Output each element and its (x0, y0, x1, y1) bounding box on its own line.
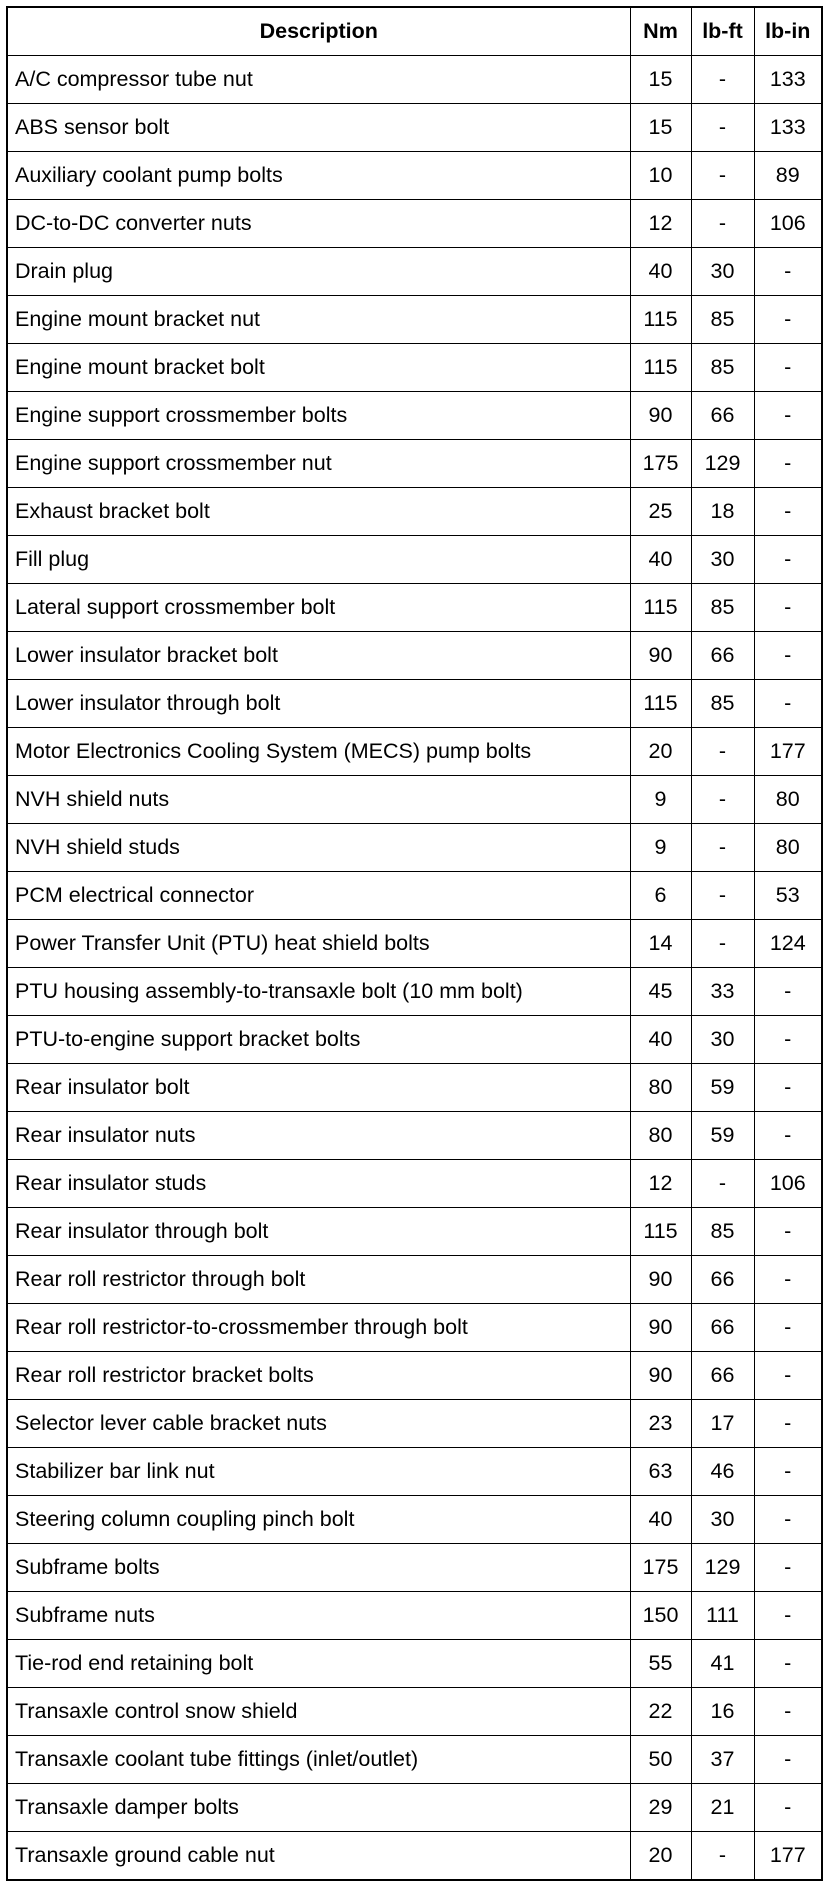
cell-lbft: 111 (691, 1591, 754, 1639)
cell-lbft: 33 (691, 967, 754, 1015)
cell-nm: 115 (630, 1207, 691, 1255)
cell-description: PCM electrical connector (7, 871, 630, 919)
table-row (7, 199, 822, 247)
cell-description: Selector lever cable bracket nuts (7, 1399, 630, 1447)
table-row (7, 871, 822, 919)
header-description: Description (7, 7, 630, 55)
table-row (7, 583, 822, 631)
cell-nm: 9 (630, 775, 691, 823)
cell-nm: 115 (630, 583, 691, 631)
table-row (7, 487, 822, 535)
cell-lbin: 80 (754, 823, 822, 871)
cell-description: Rear roll restrictor through bolt (7, 1255, 630, 1303)
table-row (7, 1639, 822, 1687)
cell-lbft: - (691, 919, 754, 967)
cell-lbft: 85 (691, 679, 754, 727)
cell-nm: 22 (630, 1687, 691, 1735)
cell-description: Engine support crossmember nut (7, 439, 630, 487)
cell-description: Transaxle ground cable nut (7, 1831, 630, 1879)
cell-lbft: 18 (691, 487, 754, 535)
table-row (7, 151, 822, 199)
table-row (7, 919, 822, 967)
cell-description: Stabilizer bar link nut (7, 1447, 630, 1495)
cell-description: ABS sensor bolt (7, 103, 630, 151)
cell-lbft: - (691, 1159, 754, 1207)
cell-nm: 50 (630, 1735, 691, 1783)
cell-description: Subframe nuts (7, 1591, 630, 1639)
cell-nm: 15 (630, 103, 691, 151)
cell-lbin: - (754, 1303, 822, 1351)
table-row (7, 1735, 822, 1783)
cell-lbft: 30 (691, 535, 754, 583)
cell-nm: 115 (630, 679, 691, 727)
table-row (7, 1447, 822, 1495)
cell-lbin: 53 (754, 871, 822, 919)
cell-lbin: - (754, 1255, 822, 1303)
table-row (7, 1399, 822, 1447)
cell-description: Lower insulator through bolt (7, 679, 630, 727)
cell-nm: 29 (630, 1783, 691, 1831)
cell-nm: 25 (630, 487, 691, 535)
cell-lbin: 89 (754, 151, 822, 199)
cell-description: DC-to-DC converter nuts (7, 199, 630, 247)
cell-nm: 40 (630, 247, 691, 295)
table-row (7, 1831, 822, 1879)
header-row (7, 7, 822, 55)
cell-lbft: 85 (691, 583, 754, 631)
cell-lbft: 17 (691, 1399, 754, 1447)
cell-nm: 12 (630, 1159, 691, 1207)
header-nm: Nm (630, 7, 691, 55)
table-row (7, 343, 822, 391)
cell-lbft: - (691, 823, 754, 871)
header-lbft: lb-ft (691, 7, 754, 55)
cell-description: NVH shield nuts (7, 775, 630, 823)
cell-nm: 115 (630, 295, 691, 343)
cell-lbin: - (754, 1063, 822, 1111)
table-row (7, 103, 822, 151)
cell-lbin: - (754, 679, 822, 727)
cell-lbin: 106 (754, 1159, 822, 1207)
cell-description: Exhaust bracket bolt (7, 487, 630, 535)
cell-lbin: - (754, 1399, 822, 1447)
cell-nm: 175 (630, 439, 691, 487)
cell-nm: 90 (630, 1351, 691, 1399)
table-row (7, 295, 822, 343)
cell-lbft: 59 (691, 1111, 754, 1159)
cell-lbft: 85 (691, 343, 754, 391)
cell-lbin: 133 (754, 55, 822, 103)
cell-lbin: - (754, 1111, 822, 1159)
cell-nm: 9 (630, 823, 691, 871)
cell-lbin: - (754, 1495, 822, 1543)
cell-lbft: 66 (691, 1351, 754, 1399)
cell-lbft: 30 (691, 247, 754, 295)
cell-lbin: - (754, 1639, 822, 1687)
table-row (7, 775, 822, 823)
cell-lbft: 66 (691, 1255, 754, 1303)
table-row (7, 439, 822, 487)
cell-lbin: - (754, 583, 822, 631)
cell-nm: 115 (630, 343, 691, 391)
cell-lbft: - (691, 727, 754, 775)
cell-description: Transaxle coolant tube fittings (inlet/outlet) (7, 1735, 630, 1783)
cell-lbft: - (691, 1831, 754, 1879)
table-row (7, 247, 822, 295)
cell-nm: 150 (630, 1591, 691, 1639)
cell-lbin: - (754, 631, 822, 679)
table-row (7, 1063, 822, 1111)
cell-lbft: - (691, 103, 754, 151)
cell-lbin: 133 (754, 103, 822, 151)
cell-lbin: - (754, 967, 822, 1015)
cell-description: Steering column coupling pinch bolt (7, 1495, 630, 1543)
cell-nm: 6 (630, 871, 691, 919)
table-row (7, 1111, 822, 1159)
cell-lbft: - (691, 871, 754, 919)
table-row (7, 1543, 822, 1591)
cell-lbft: - (691, 151, 754, 199)
table-header (7, 7, 822, 55)
table-row (7, 1207, 822, 1255)
cell-lbft: - (691, 199, 754, 247)
cell-lbin: - (754, 487, 822, 535)
torque-spec-table (6, 6, 823, 1881)
cell-nm: 90 (630, 1255, 691, 1303)
cell-lbft: 129 (691, 1543, 754, 1591)
cell-description: Engine mount bracket nut (7, 295, 630, 343)
cell-nm: 40 (630, 535, 691, 583)
cell-nm: 45 (630, 967, 691, 1015)
cell-lbin: 80 (754, 775, 822, 823)
cell-lbft: 59 (691, 1063, 754, 1111)
cell-lbft: 16 (691, 1687, 754, 1735)
table-row (7, 55, 822, 103)
cell-lbin: - (754, 439, 822, 487)
cell-lbin: - (754, 535, 822, 583)
cell-lbft: 30 (691, 1015, 754, 1063)
cell-description: Lower insulator bracket bolt (7, 631, 630, 679)
cell-description: Engine mount bracket bolt (7, 343, 630, 391)
cell-nm: 10 (630, 151, 691, 199)
cell-lbft: 66 (691, 631, 754, 679)
table-row (7, 1495, 822, 1543)
cell-description: Rear insulator studs (7, 1159, 630, 1207)
cell-lbin: 177 (754, 1831, 822, 1879)
cell-description: Engine support crossmember bolts (7, 391, 630, 439)
cell-nm: 20 (630, 727, 691, 775)
cell-lbin: - (754, 1543, 822, 1591)
table-row (7, 1783, 822, 1831)
torque-spec-table-container (6, 6, 823, 1881)
cell-nm: 40 (630, 1495, 691, 1543)
cell-lbft: 21 (691, 1783, 754, 1831)
cell-nm: 15 (630, 55, 691, 103)
cell-nm: 55 (630, 1639, 691, 1687)
cell-lbin: - (754, 1687, 822, 1735)
cell-description: Drain plug (7, 247, 630, 295)
table-row (7, 823, 822, 871)
cell-nm: 23 (630, 1399, 691, 1447)
cell-description: Rear roll restrictor bracket bolts (7, 1351, 630, 1399)
cell-description: Lateral support crossmember bolt (7, 583, 630, 631)
cell-lbin: - (754, 247, 822, 295)
cell-nm: 80 (630, 1063, 691, 1111)
table-row (7, 727, 822, 775)
cell-description: Transaxle damper bolts (7, 1783, 630, 1831)
cell-lbft: 46 (691, 1447, 754, 1495)
table-row (7, 1015, 822, 1063)
cell-nm: 20 (630, 1831, 691, 1879)
cell-lbin: - (754, 1783, 822, 1831)
cell-description: Rear insulator through bolt (7, 1207, 630, 1255)
cell-description: A/C compressor tube nut (7, 55, 630, 103)
cell-lbin: - (754, 1447, 822, 1495)
table-row (7, 1351, 822, 1399)
cell-description: Fill plug (7, 535, 630, 583)
cell-nm: 90 (630, 391, 691, 439)
cell-lbin: - (754, 1591, 822, 1639)
cell-description: Tie-rod end retaining bolt (7, 1639, 630, 1687)
table-row (7, 1687, 822, 1735)
table-row (7, 391, 822, 439)
cell-lbin: - (754, 1015, 822, 1063)
cell-lbin: 106 (754, 199, 822, 247)
cell-description: Subframe bolts (7, 1543, 630, 1591)
table-row (7, 631, 822, 679)
table-row (7, 535, 822, 583)
cell-lbft: - (691, 775, 754, 823)
cell-lbin: - (754, 1207, 822, 1255)
cell-lbin: 124 (754, 919, 822, 967)
cell-lbft: 66 (691, 391, 754, 439)
header-lbin: lb-in (754, 7, 822, 55)
cell-lbft: 129 (691, 439, 754, 487)
cell-lbin: 177 (754, 727, 822, 775)
cell-description: Motor Electronics Cooling System (MECS) pump bolts (7, 727, 630, 775)
table-row (7, 1591, 822, 1639)
cell-nm: 80 (630, 1111, 691, 1159)
cell-lbft: 85 (691, 1207, 754, 1255)
cell-lbin: - (754, 1351, 822, 1399)
cell-description: Auxiliary coolant pump bolts (7, 151, 630, 199)
cell-description: PTU-to-engine support bracket bolts (7, 1015, 630, 1063)
cell-lbin: - (754, 343, 822, 391)
cell-description: Rear roll restrictor-to-crossmember through bolt (7, 1303, 630, 1351)
cell-nm: 90 (630, 631, 691, 679)
cell-lbft: 66 (691, 1303, 754, 1351)
cell-nm: 14 (630, 919, 691, 967)
cell-lbin: - (754, 391, 822, 439)
cell-lbft: - (691, 55, 754, 103)
table-row (7, 967, 822, 1015)
cell-description: Transaxle control snow shield (7, 1687, 630, 1735)
cell-lbft: 85 (691, 295, 754, 343)
cell-description: Rear insulator bolt (7, 1063, 630, 1111)
cell-description: PTU housing assembly-to-transaxle bolt (10 mm bolt) (7, 967, 630, 1015)
cell-lbft: 30 (691, 1495, 754, 1543)
cell-lbin: - (754, 295, 822, 343)
table-row (7, 1159, 822, 1207)
cell-nm: 90 (630, 1303, 691, 1351)
table-row (7, 1255, 822, 1303)
cell-description: Power Transfer Unit (PTU) heat shield bolts (7, 919, 630, 967)
table-row (7, 679, 822, 727)
cell-description: Rear insulator nuts (7, 1111, 630, 1159)
cell-nm: 40 (630, 1015, 691, 1063)
cell-lbin: - (754, 1735, 822, 1783)
cell-nm: 12 (630, 199, 691, 247)
cell-nm: 175 (630, 1543, 691, 1591)
table-body (7, 55, 822, 1879)
cell-lbft: 37 (691, 1735, 754, 1783)
cell-nm: 63 (630, 1447, 691, 1495)
cell-lbft: 41 (691, 1639, 754, 1687)
cell-description: NVH shield studs (7, 823, 630, 871)
table-row (7, 1303, 822, 1351)
